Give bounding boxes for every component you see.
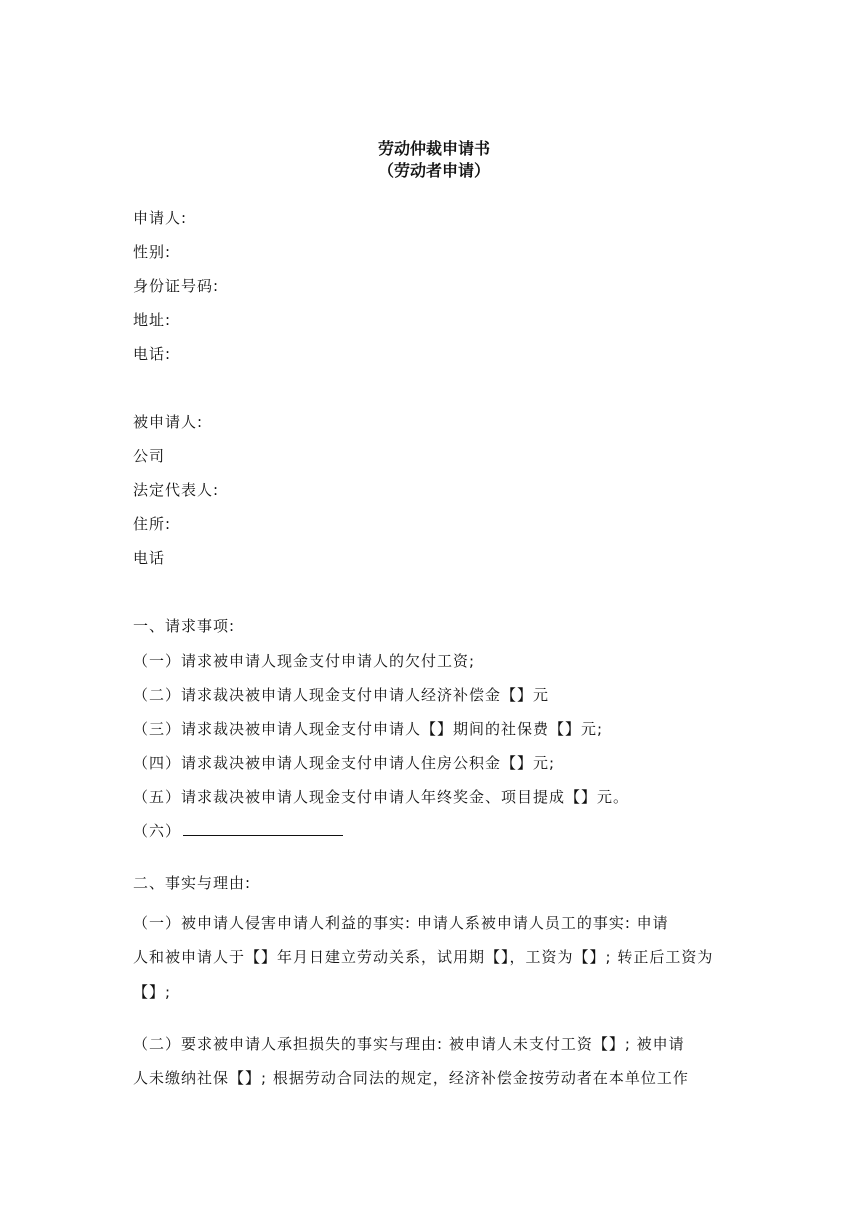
claim-item-6-prefix: （六） [133, 822, 182, 840]
claim-item-6 [133, 821, 343, 841]
document-subtitle: （劳动者申请） [377, 161, 490, 180]
applicant-name-label: 申请人: [133, 209, 188, 227]
respondent-label: 被申请人: [133, 413, 204, 431]
facts-heading: 二、事实与理由: [133, 874, 252, 892]
applicant-id-label: 身份证号码: [133, 277, 220, 295]
document-title: 劳动仲裁申请书 [377, 139, 490, 158]
applicant-address-label: 地址: [133, 311, 172, 329]
facts-para-2-line-2: 人未缴纳社保【】; 根据劳动合同法的规定，经济补偿金按劳动者在本单位工作 [133, 1069, 689, 1087]
respondent-residence-label: 住所: [133, 515, 172, 533]
facts-para-1-line-3: 【】; [133, 983, 172, 1001]
claim-item-4: （四）请求裁决被申请人现金支付申请人住房公积金【】元; [133, 754, 556, 772]
facts-para-1-line-1: （一）被申请人侵害申请人利益的事实: 申请人系被申请人员工的事实: 申请 [133, 914, 669, 932]
claim-item-1: （一）请求被申请人现金支付申请人的欠付工资; [133, 652, 476, 670]
respondent-legal-rep-label: 法定代表人: [133, 481, 220, 499]
respondent-company: 公司 [133, 447, 166, 465]
claim-item-3: （三）请求裁决被申请人现金支付申请人【】期间的社保费【】元; [133, 720, 604, 738]
facts-para-1-line-2: 人和被申请人于【】年月日建立劳动关系，试用期【】，工资为【】; 转正后工资为 [133, 948, 714, 966]
claim-item-6-blank-line [183, 821, 343, 836]
respondent-phone-label: 电话 [133, 549, 166, 567]
claim-item-5: （五）请求裁决被申请人现金支付申请人年终奖金、项目提成【】元。 [133, 788, 630, 806]
claims-heading: 一、请求事项: [133, 617, 236, 635]
applicant-phone-label: 电话: [133, 345, 172, 363]
applicant-gender-label: 性别: [133, 243, 172, 261]
claim-item-2: （二）请求裁决被申请人现金支付申请人经济补偿金【】元 [133, 686, 550, 704]
facts-para-2-line-1: （二）要求被申请人承担损失的事实与理由: 被申请人未支付工资【】; 被申请 [133, 1035, 685, 1053]
